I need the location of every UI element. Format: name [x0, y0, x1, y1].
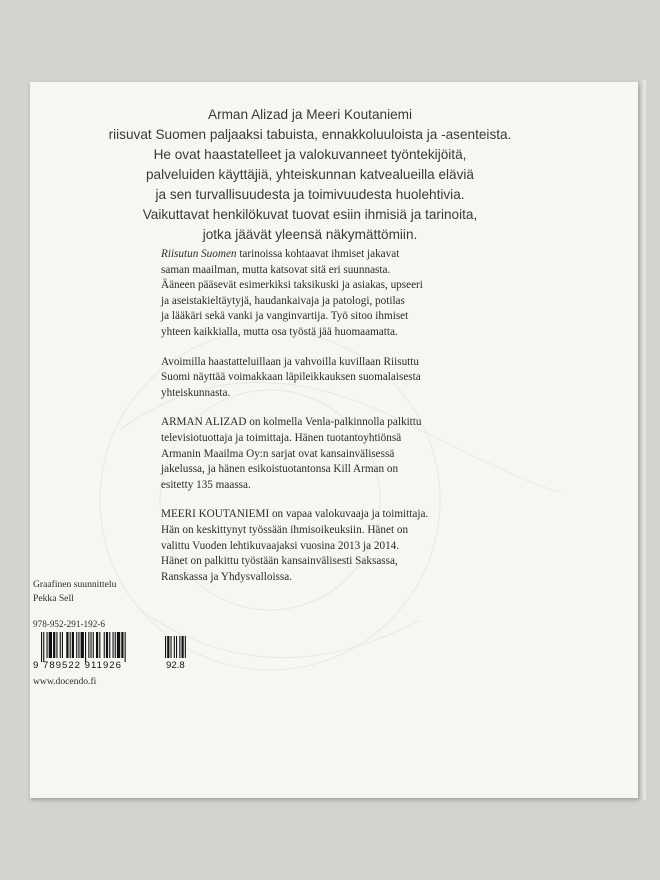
- isbn-number: 978-952-291-192-6: [33, 619, 105, 629]
- lead-line: palveluiden käyttäjiä, yhteiskunnan katvealueilla eläviä: [146, 167, 474, 182]
- barcode-bar: [41, 632, 42, 662]
- text-run: tarinoissa kohtaavat ihmiset jakavat: [236, 248, 400, 260]
- lead-line: He ovat haastatelleet ja valokuvanneet työntekijöitä,: [153, 147, 467, 162]
- barcode-bar: [88, 632, 89, 658]
- lead-line: Arman Alizad ja Meeri Koutaniemi: [208, 107, 412, 122]
- barcode-bar: [93, 632, 94, 658]
- barcode-bar: [113, 632, 114, 658]
- text-line: Ranskassa ja Yhdysvalloissa.: [161, 570, 293, 583]
- barcode-addon-bar: [185, 636, 186, 658]
- barcode-bar: [60, 632, 61, 658]
- text-line: Ääneen pääsevät esimerkiksi taksikuski ja asiakas, upseeri: [161, 279, 423, 292]
- design-credits: [33, 578, 233, 606]
- paragraph-stories: [161, 247, 541, 341]
- text-line: Hän on keskittynyt työssään ihmisoikeuksiin. Hänet on: [161, 523, 409, 536]
- text-line: televisiotuottaja ja toimittaja. Hänen tuotantoyhtiönsä: [161, 431, 402, 444]
- barcode-bar: [81, 632, 84, 658]
- barcode-bar: [117, 632, 120, 658]
- barcode-addon: 92.8: [166, 660, 185, 671]
- barcode-bar: [85, 632, 86, 662]
- book-title-italic: Riisutun Suomen: [161, 248, 237, 260]
- text-line: Armanin Maailma Oy:n sarjat ovat kansainvälisessä: [161, 447, 395, 460]
- lead-text: [100, 105, 520, 245]
- barcode-addon-bar: [174, 636, 175, 658]
- text-line: yhteen kaikkialla, mutta osa työstä jää huomaamatta.: [161, 325, 398, 338]
- barcode-bar: [62, 632, 63, 658]
- barcode-addon-bar: [182, 636, 184, 658]
- body-text: [161, 247, 541, 599]
- paragraph-author-alizad: [161, 415, 541, 493]
- text-line: Hänet on palkittu työstään kansainvälisesti Saksassa,: [161, 555, 398, 568]
- paragraph-author-koutaniemi: [161, 507, 541, 585]
- text-line: saman maailman, mutta katsovat sitä eri suunnasta.: [161, 263, 391, 276]
- barcode-bar: [78, 632, 79, 658]
- barcode-bar: [66, 632, 68, 658]
- text-line: ja aseistakieltäytyjä, haudankaivaja ja patologi, potilas: [161, 294, 405, 307]
- barcode-bar: [99, 632, 100, 658]
- barcode-addon-bar: [179, 636, 180, 658]
- credit-name: Pekka Sell: [33, 593, 74, 604]
- lead-line: Vaikuttavat henkilökuvat tuovat esiin ihmisiä ja tarinoita,: [142, 207, 478, 222]
- text-line: [161, 247, 541, 263]
- barcode-addon-bar: [171, 636, 172, 658]
- website-url: www.docendo.fi: [33, 676, 97, 687]
- barcode-bar: [104, 632, 105, 658]
- barcode-bar: [91, 632, 92, 658]
- text-line: MEERI KOUTANIEMI on vapaa valokuvaaja ja toimittaja.: [161, 508, 429, 521]
- text-line: ARMAN ALIZAD on kolmella Venla-palkinnolla palkittu: [161, 416, 422, 429]
- barcode-bar: [121, 632, 123, 658]
- text-line: valittu Vuoden lehtikuvaajaksi vuosina 2013 ja 2014.: [161, 539, 400, 552]
- text-line: yhteiskunnasta.: [161, 386, 231, 399]
- barcode-bar: [76, 632, 77, 658]
- barcode-bar: [53, 632, 55, 658]
- barcode-bar: [96, 632, 98, 658]
- barcode-bar: [115, 632, 116, 658]
- text-line: esitetty 135 maassa.: [161, 478, 251, 491]
- paragraph-summary: [161, 355, 541, 402]
- credit-role: Graafinen suunnittelu: [33, 579, 117, 590]
- barcode-bar: [56, 632, 57, 658]
- barcode-digits: 9 789522 911926: [33, 660, 122, 671]
- barcode-bar: [72, 632, 74, 658]
- barcode-bar: [70, 632, 71, 658]
- text-line: Avoimilla haastatteluillaan ja vahvoilla kuvillaan Riisuttu: [161, 355, 419, 368]
- text-line: ja lääkäri sekä vanki ja vanginvartija. Työ sitoo ihmiset: [161, 310, 409, 323]
- barcode-bar: [47, 632, 48, 658]
- lead-line: jotka jäävät yleensä näkymättömiin.: [202, 227, 418, 242]
- barcode-bar: [125, 632, 126, 662]
- book-spine-edge: [638, 80, 646, 800]
- lead-line: ja sen turvallisuudesta ja toimivuudesta huolehtivia.: [155, 187, 465, 202]
- text-line: jakelussa, ja hänen esikoistuotantonsa Kill Arman on: [161, 463, 399, 476]
- barcode-bar: [43, 632, 44, 662]
- lead-line: riisuvat Suomen paljaaksi tabuista, ennakkoluuloista ja -asenteista.: [108, 127, 512, 142]
- barcode-bar: [109, 632, 110, 658]
- barcode-addon-bar: [165, 636, 166, 658]
- barcode-addon-bar: [167, 636, 169, 658]
- barcode-addon-bar: [176, 636, 177, 658]
- barcode-bar: [49, 632, 52, 658]
- text-line: Suomi näyttää voimakkaan läpileikkauksen suomalaisesta: [161, 371, 421, 384]
- barcode-bar: [106, 632, 108, 658]
